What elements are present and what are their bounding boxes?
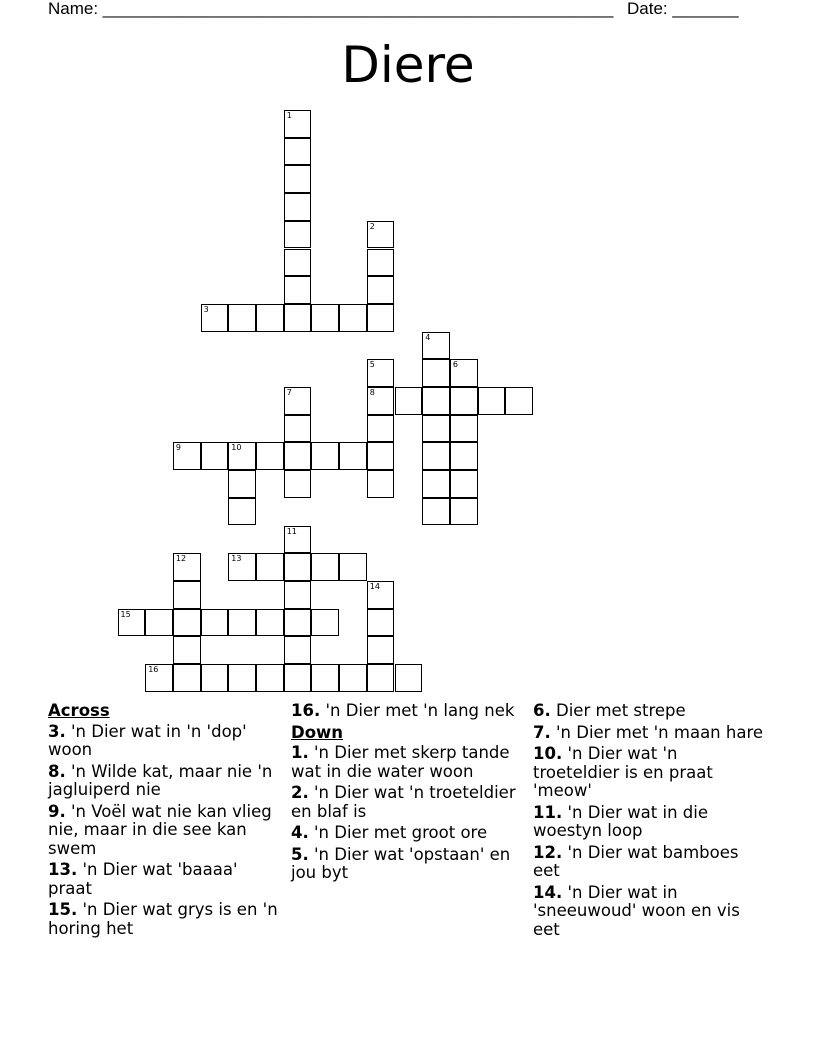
grid-cell[interactable] <box>145 609 173 637</box>
clue-down-2 <box>291 784 523 821</box>
clue-number: 5. <box>291 844 309 864</box>
grid-cell[interactable] <box>311 664 339 692</box>
clue-number: 11. <box>533 802 563 822</box>
clue-number: 7. <box>533 722 551 742</box>
grid-cell[interactable] <box>256 442 284 470</box>
grid-cell[interactable] <box>311 609 339 637</box>
clue-text: 'n Dier wat 'opstaan' en jou byt <box>291 844 511 882</box>
clue-number: 2. <box>291 783 309 802</box>
cell-number: 8 <box>369 388 375 397</box>
grid-cell[interactable] <box>201 442 229 470</box>
grid-cell[interactable] <box>228 609 256 637</box>
date-field-label: Date: _______ <box>627 0 739 18</box>
cell-number: 2 <box>369 221 375 231</box>
cell-number: 15 <box>120 609 131 619</box>
grid-cell[interactable] <box>256 553 284 581</box>
grid-cell[interactable] <box>367 581 395 609</box>
grid-cell[interactable] <box>450 387 478 415</box>
grid-cell[interactable] <box>422 415 450 443</box>
clue-text: 'n Dier met groot ore <box>314 823 488 842</box>
grid-cell[interactable] <box>367 221 395 249</box>
grid-cell[interactable] <box>228 304 256 332</box>
grid-cell[interactable] <box>284 636 312 664</box>
name-field-label: Name: ______________________________________________________ <box>48 0 614 18</box>
cell-number: 12 <box>175 554 187 564</box>
grid-cell[interactable] <box>284 304 312 332</box>
grid-cell[interactable] <box>422 498 450 526</box>
clue-across-15 <box>48 901 280 938</box>
grid-cell[interactable] <box>367 442 395 470</box>
cell-number: 6 <box>452 360 458 370</box>
cell-number: 3 <box>203 304 209 314</box>
grid-cell[interactable] <box>284 110 312 138</box>
grid-cell[interactable] <box>450 442 478 470</box>
clue-text: 'n Dier wat in 'sneeuwoud' woon en vis eet <box>533 882 740 939</box>
grid-cell[interactable] <box>173 442 201 470</box>
clue-number: 3. <box>48 721 66 741</box>
grid-cell[interactable] <box>228 442 256 470</box>
grid-cell[interactable] <box>284 553 312 581</box>
grid-cell[interactable] <box>284 387 312 415</box>
clue-number: 10. <box>533 744 563 763</box>
clue-column-3 <box>533 702 765 942</box>
grid-cell[interactable] <box>173 553 201 581</box>
cell-number: 16 <box>148 665 159 674</box>
grid-cell[interactable] <box>422 470 450 498</box>
grid-cell[interactable] <box>228 553 256 581</box>
clue-number: 15. <box>48 900 78 919</box>
grid-cell[interactable] <box>145 664 173 692</box>
grid-cell[interactable] <box>228 470 256 498</box>
cell-number: 10 <box>231 443 242 453</box>
grid-cell[interactable] <box>450 359 478 387</box>
grid-cell[interactable] <box>395 387 423 415</box>
clue-number: 4. <box>291 823 309 842</box>
cell-number: 13 <box>231 554 242 564</box>
clue-number: 12. <box>533 842 563 862</box>
clue-across-9 <box>48 803 280 859</box>
clue-down-14 <box>533 884 765 940</box>
grid-cell[interactable] <box>478 387 506 415</box>
grid-cell[interactable] <box>339 304 367 332</box>
grid-cell[interactable] <box>367 636 395 664</box>
grid-cell[interactable] <box>505 387 533 415</box>
clue-number: 13. <box>48 860 78 879</box>
grid-cell[interactable] <box>450 415 478 443</box>
grid-cell[interactable] <box>284 609 312 637</box>
clue-down-1 <box>291 744 523 781</box>
clue-text: 'n Dier wat in die woestyn loop <box>533 802 709 840</box>
clue-text: 'n Dier wat 'baaaa' praat <box>48 860 238 898</box>
grid-cell[interactable] <box>201 664 229 692</box>
clue-text: 'n Wilde kat, maar nie 'n jagluiperd nie <box>48 761 273 799</box>
grid-cell[interactable] <box>284 442 312 470</box>
grid-cell[interactable] <box>256 609 284 637</box>
clue-text: 'n Dier wat bamboes eet <box>533 842 739 880</box>
clue-text: 'n Dier met 'n lang nek <box>325 701 515 720</box>
grid-cell[interactable] <box>228 498 256 526</box>
clue-text: 'n Dier met skerp tande wat in die water woon <box>291 743 510 781</box>
grid-cell[interactable] <box>450 498 478 526</box>
grid-cell[interactable] <box>173 609 201 637</box>
grid-cell[interactable] <box>422 387 450 415</box>
cell-number: 4 <box>425 332 431 342</box>
clue-column-1 <box>48 702 280 941</box>
grid-cell[interactable] <box>228 664 256 692</box>
grid-cell[interactable] <box>422 442 450 470</box>
clue-down-7 <box>533 724 765 743</box>
grid-cell[interactable] <box>311 442 339 470</box>
across-heading: Across <box>48 701 110 720</box>
clue-text: 'n Voël wat nie kan vlieg nie, maar in die see kan swem <box>48 801 272 858</box>
grid-cell[interactable] <box>367 609 395 637</box>
grid-cell[interactable] <box>311 304 339 332</box>
clue-text: Dier met strepe <box>556 701 686 720</box>
grid-cell[interactable] <box>284 581 312 609</box>
grid-cell[interactable] <box>367 359 395 387</box>
clue-number: 1. <box>291 743 309 762</box>
grid-cell[interactable] <box>450 470 478 498</box>
clue-text: 'n Dier wat 'n troeteldier en blaf is <box>291 783 516 821</box>
grid-cell[interactable] <box>367 304 395 332</box>
grid-cell[interactable] <box>256 304 284 332</box>
clue-number: 16. <box>291 701 321 720</box>
grid-cell[interactable] <box>395 664 423 692</box>
cell-number: 14 <box>369 581 380 591</box>
clue-text: 'n Dier wat 'n troeteldier is en praat 'meow' <box>533 744 713 800</box>
clue-number: 14. <box>533 882 563 902</box>
grid-cell[interactable] <box>367 470 395 498</box>
grid-cell[interactable] <box>367 276 395 304</box>
clue-down-6 <box>533 702 765 721</box>
clue-down-11 <box>533 804 765 841</box>
grid-cell[interactable] <box>367 664 395 692</box>
grid-cell[interactable] <box>311 553 339 581</box>
clue-number: 8. <box>48 761 66 781</box>
grid-cell[interactable] <box>118 609 146 637</box>
grid-cell[interactable] <box>284 526 312 554</box>
clue-number: 9. <box>48 801 66 821</box>
clue-text: 'n Dier met 'n maan hare <box>556 722 764 742</box>
grid-cell[interactable] <box>422 359 450 387</box>
grid-cell[interactable] <box>173 581 201 609</box>
grid-cell[interactable] <box>367 415 395 443</box>
grid-cell[interactable] <box>284 221 312 249</box>
grid-cell[interactable] <box>284 276 312 304</box>
cell-number: 11 <box>286 526 297 536</box>
grid-cell[interactable] <box>256 664 284 692</box>
clue-across-13 <box>48 861 280 898</box>
down-heading: Down <box>291 722 344 742</box>
grid-cell[interactable] <box>367 249 395 277</box>
cell-number: 7 <box>286 388 292 397</box>
clue-down-5 <box>291 846 523 883</box>
clue-down-12 <box>533 844 765 881</box>
clue-across-3 <box>48 723 280 760</box>
cell-number: 1 <box>286 111 292 120</box>
cell-number: 5 <box>369 360 375 370</box>
clue-across-16 <box>291 702 523 721</box>
clue-across-8 <box>48 763 280 800</box>
grid-cell[interactable] <box>284 470 312 498</box>
grid-cell[interactable] <box>339 664 367 692</box>
grid-cell[interactable] <box>422 332 450 360</box>
grid-cell[interactable] <box>284 193 312 221</box>
grid-cell[interactable] <box>284 249 312 277</box>
grid-cell[interactable] <box>367 387 395 415</box>
clue-down-10 <box>533 745 765 801</box>
grid-cell[interactable] <box>201 304 229 332</box>
grid-cell[interactable] <box>339 442 367 470</box>
clue-number: 6. <box>533 701 551 720</box>
grid-cell[interactable] <box>284 165 312 193</box>
grid-cell[interactable] <box>201 609 229 637</box>
grid-cell[interactable] <box>173 664 201 692</box>
clue-column-2 <box>291 702 523 886</box>
grid-cell[interactable] <box>284 415 312 443</box>
grid-cell[interactable] <box>284 138 312 166</box>
grid-cell[interactable] <box>173 636 201 664</box>
cell-number: 9 <box>175 443 181 453</box>
grid-cell[interactable] <box>339 553 367 581</box>
grid-cell[interactable] <box>284 664 312 692</box>
clue-down-4 <box>291 824 523 843</box>
clue-text: 'n Dier wat in 'n 'dop' woon <box>48 721 247 759</box>
clue-text: 'n Dier wat grys is en 'n horing het <box>48 900 278 938</box>
puzzle-title: Diere <box>341 36 475 94</box>
